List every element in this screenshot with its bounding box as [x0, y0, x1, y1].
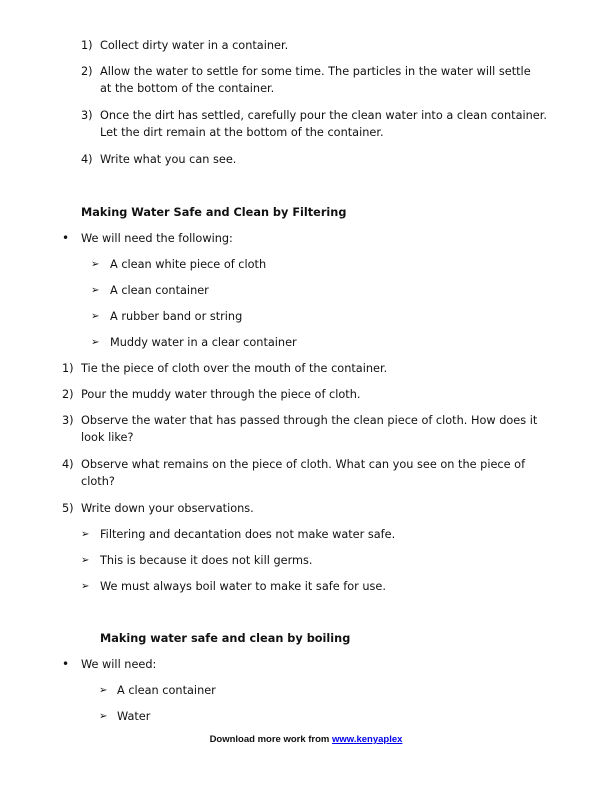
arrow-bullet-icon: ➢	[99, 685, 108, 696]
bullet-text: We will need the following:	[81, 232, 233, 245]
bullet-icon: •	[62, 231, 70, 245]
footer	[0, 733, 612, 747]
step-number: 5)	[62, 502, 74, 515]
arrow-bullet-icon: ➢	[91, 259, 100, 270]
step-text: cloth?	[81, 475, 115, 488]
material-item: Water	[117, 710, 151, 723]
step-number: 1)	[81, 39, 93, 52]
step-text: Observe the water that has passed through the clean piece of cloth. How does it	[81, 414, 538, 427]
arrow-bullet-icon: ➢	[91, 311, 100, 322]
step-number: 4)	[81, 153, 93, 166]
arrow-bullet-icon: ➢	[91, 285, 100, 296]
bullet-text: We will need:	[81, 658, 157, 671]
arrow-bullet-icon: ➢	[81, 529, 90, 540]
step-text: Once the dirt has settled, carefully pour the clean water into a clean container.	[100, 109, 547, 122]
material-item: A rubber band or string	[110, 310, 243, 323]
material-item: Muddy water in a clear container	[110, 336, 297, 349]
step-text: look like?	[81, 431, 134, 444]
material-item: A clean container	[117, 684, 216, 697]
step-text: Tie the piece of cloth over the mouth of the container.	[81, 362, 388, 375]
step-text: Pour the muddy water through the piece of cloth.	[81, 388, 361, 401]
step-text: Observe what remains on the piece of cloth. What can you see on the piece of	[81, 458, 526, 471]
footer-text: Download more work from	[209, 734, 330, 745]
material-item: A clean container	[110, 284, 209, 297]
step-number: 3)	[62, 414, 74, 427]
step-text: Write down your observations.	[81, 502, 254, 515]
footer-link[interactable]: www.kenyaplex	[332, 734, 403, 745]
note-item: This is because it does not kill germs.	[100, 554, 313, 567]
section-heading: Making Water Safe and Clean by Filtering	[81, 206, 347, 219]
arrow-bullet-icon: ➢	[99, 711, 108, 722]
step-number: 3)	[81, 109, 93, 122]
step-text: Collect dirty water in a container.	[100, 39, 289, 52]
step-number: 1)	[62, 362, 74, 375]
material-item: A clean white piece of cloth	[110, 258, 267, 271]
arrow-bullet-icon: ➢	[81, 581, 90, 592]
step-number: 2)	[81, 65, 93, 78]
arrow-bullet-icon: ➢	[91, 337, 100, 348]
section-heading: Making water safe and clean by boiling	[100, 632, 351, 645]
step-text: at the bottom of the container.	[100, 82, 275, 95]
note-item: Filtering and decantation does not make water safe.	[100, 528, 396, 541]
step-text: Write what you can see.	[100, 153, 237, 166]
step-text: Allow the water to settle for some time. The particles in the water will settle	[100, 65, 531, 78]
note-item: We must always boil water to make it safe for use.	[100, 580, 386, 593]
bullet-icon: •	[62, 657, 70, 671]
arrow-bullet-icon: ➢	[81, 555, 90, 566]
step-number: 2)	[62, 388, 74, 401]
step-number: 4)	[62, 458, 74, 471]
step-text: Let the dirt remain at the bottom of the container.	[100, 126, 384, 139]
